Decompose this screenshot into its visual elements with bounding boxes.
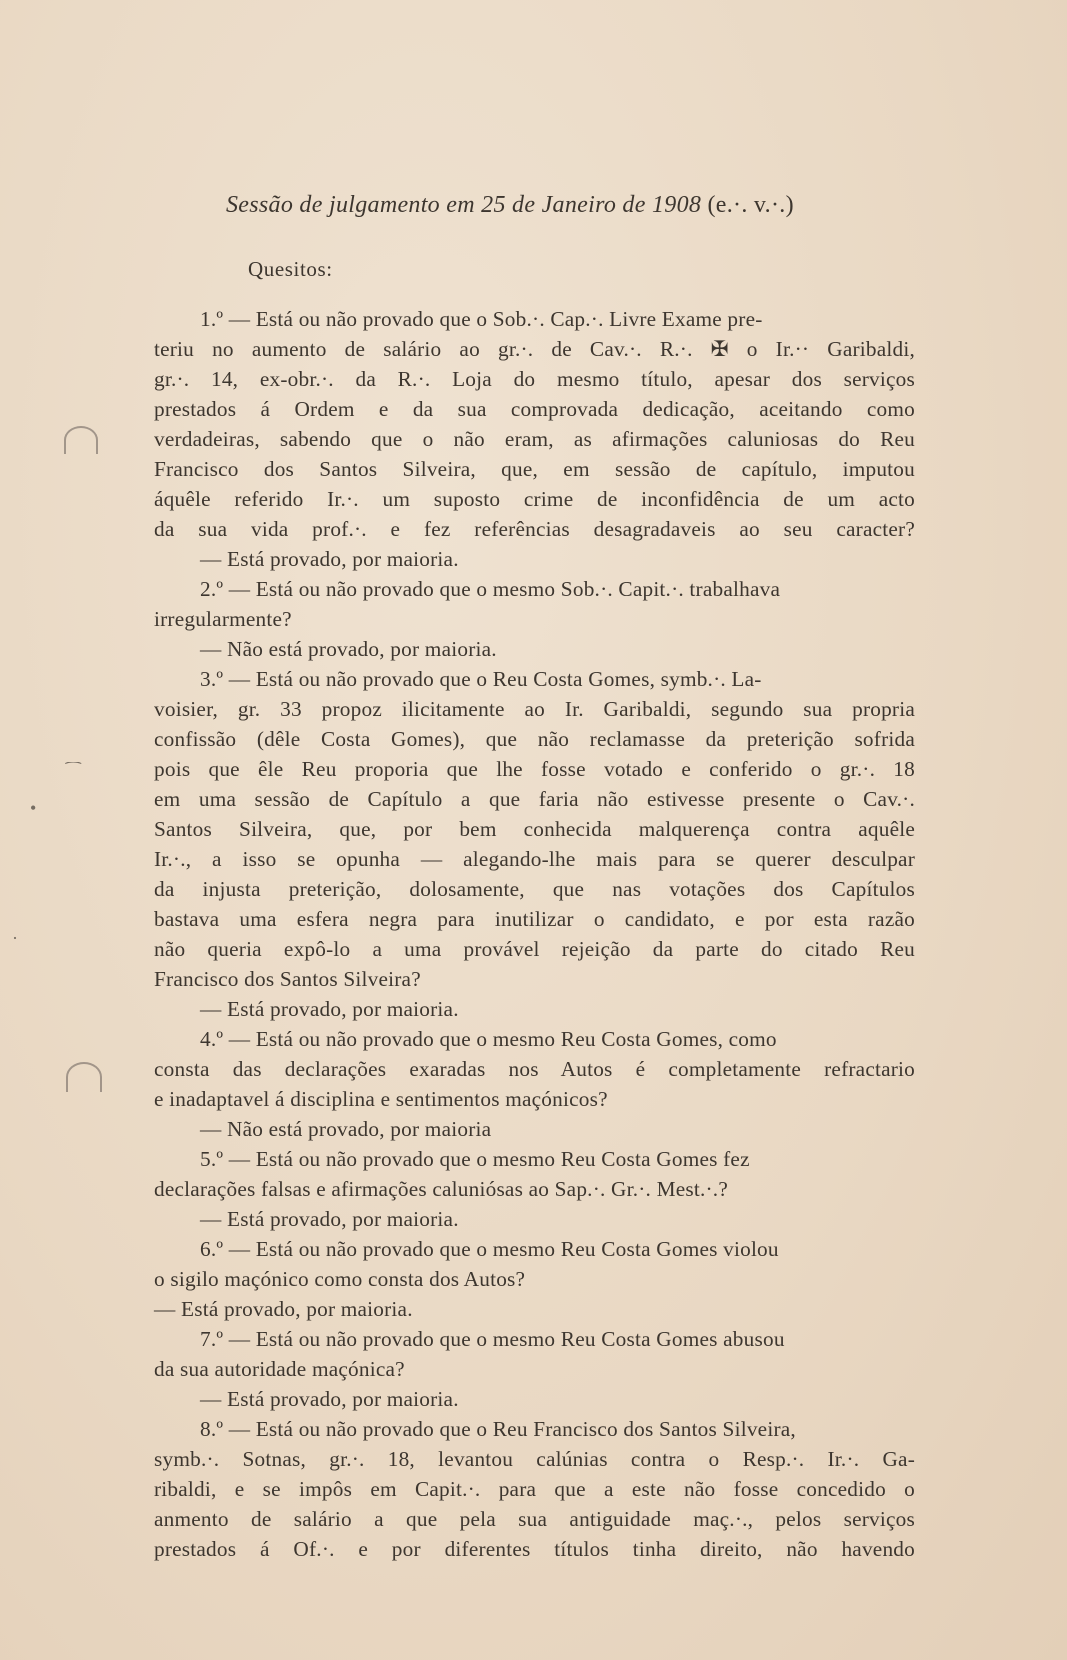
text-line: 3.º — Está ou não provado que o Reu Costa Gomes, symb.·. La- bbox=[200, 667, 762, 691]
text-line: 1.º — Está ou não provado que o Sob.·. Cap.·. Livre Exame pre- bbox=[200, 307, 763, 331]
session-heading bbox=[226, 192, 794, 219]
text-line: e inadaptavel á disciplina e sentimentos maçónicos? bbox=[154, 1087, 608, 1111]
session-heading-suffix: (e.·. v.·.) bbox=[707, 192, 794, 218]
text-line: ribaldi, e se impôs em Capit.·. para que a este não fosse concedido o bbox=[154, 1477, 915, 1501]
text-line: 4.º — Está ou não provado que o mesmo Reu Costa Gomes, como bbox=[200, 1027, 777, 1051]
answer-line: — Está provado, por maioria. bbox=[200, 997, 459, 1021]
text-line: o sigilo maçónico como consta dos Autos? bbox=[154, 1267, 526, 1291]
text-line: pois que êle Reu proporia que lhe fosse votado e conferido o gr.·. 18 bbox=[154, 757, 915, 781]
text-line: Francisco dos Santos Silveira, que, em sessão de capítulo, imputou bbox=[154, 457, 915, 481]
text-line: teriu no aumento de salário ao gr.·. de Cav.·. R.·. ✠ o Ir.·· Garibaldi, bbox=[154, 337, 915, 361]
binding-hole-mark bbox=[64, 426, 98, 454]
text-line: da sua autoridade maçónica? bbox=[154, 1357, 405, 1381]
answer-line: — Não está provado, por maioria. bbox=[200, 637, 497, 661]
binding-hole-mark bbox=[66, 1062, 102, 1092]
questions-heading: Quesitos: bbox=[248, 257, 333, 281]
answer-line: — Está provado, por maioria. bbox=[200, 1387, 459, 1411]
text-line: prestados á Ordem e da sua comprovada dedicação, aceitando como bbox=[154, 397, 915, 421]
text-line: 6.º — Está ou não provado que o mesmo Reu Costa Gomes violou bbox=[200, 1237, 779, 1261]
text-line: Santos Silveira, que, por bem conhecida malquerença contra aquêle bbox=[154, 817, 915, 841]
text-line: gr.·. 14, ex-obr.·. da R.·. Loja do mesmo título, apesar dos serviços bbox=[154, 367, 915, 391]
answer-line: — Não está provado, por maioria bbox=[200, 1117, 492, 1141]
text-line: da injusta preterição, dolosamente, que nas votações dos Capítulos bbox=[154, 877, 915, 901]
text-line: bastava uma esfera negra para inutilizar o candidato, e por esta razão bbox=[154, 907, 915, 931]
text-line: voisier, gr. 33 propoz ilicitamente ao Ir. Garibaldi, segundo sua propria bbox=[154, 697, 915, 721]
text-line: não queria expô-lo a uma provável rejeição da parte do citado Reu bbox=[154, 937, 915, 961]
answer-line: — Está provado, por maioria. bbox=[200, 547, 459, 571]
ink-dot: • bbox=[30, 798, 37, 818]
text-line: 5.º — Está ou não provado que o mesmo Reu Costa Gomes fez bbox=[200, 1147, 750, 1171]
ink-dot: · bbox=[12, 928, 18, 948]
text-line: da sua vida prof.·. e fez referências desagradaveis ao seu caracter? bbox=[154, 517, 915, 541]
text-line: symb.·. Sotnas, gr.·. 18, levantou calúnias contra o Resp.·. Ir.·. Ga- bbox=[154, 1447, 915, 1471]
text-line: consta das declarações exaradas nos Autos é completamente refractario bbox=[154, 1057, 915, 1081]
text-line: Francisco dos Santos Silveira? bbox=[154, 967, 421, 991]
text-line: declarações falsas e afirmações caluniósas ao Sap.·. Gr.·. Mest.·.? bbox=[154, 1177, 728, 1201]
text-line: anmento de salário a que pela sua antiguidade maç.·., pelos serviços bbox=[154, 1507, 915, 1531]
answer-line: — Está provado, por maioria. bbox=[200, 1207, 459, 1231]
text-line: 2.º — Está ou não provado que o mesmo Sob.·. Capit.·. trabalhava bbox=[200, 577, 781, 601]
text-line: 7.º — Está ou não provado que o mesmo Reu Costa Gomes abusou bbox=[200, 1327, 785, 1351]
text-line: prestados á Of.·. e por diferentes títulos tinha direito, não havendo bbox=[154, 1537, 915, 1561]
text-line: Ir.·., a isso se opunha — alegando-lhe mais para se querer desculpar bbox=[154, 847, 915, 871]
text-line: em uma sessão de Capítulo a que faria não estivesse presente o Cav.·. bbox=[154, 787, 915, 811]
text-line: 8.º — Está ou não provado que o Reu Francisco dos Santos Silveira, bbox=[200, 1417, 796, 1441]
text-line: irregularmente? bbox=[154, 607, 292, 631]
answer-line: — Está provado, por maioria. bbox=[154, 1297, 413, 1321]
session-heading-text: Sessão de julgamento em 25 de Janeiro de 1908 bbox=[226, 192, 702, 218]
ink-smudge: ⁀ bbox=[66, 762, 81, 782]
text-line: confissão (dêle Costa Gomes), que não reclamasse da preterição sofrida bbox=[154, 727, 915, 751]
text-line: verdadeiras, sabendo que o não eram, as afirmações caluniosas do Reu bbox=[154, 427, 915, 451]
text-line: áquêle referido Ir.·. um suposto crime de inconfidência de um acto bbox=[154, 487, 915, 511]
